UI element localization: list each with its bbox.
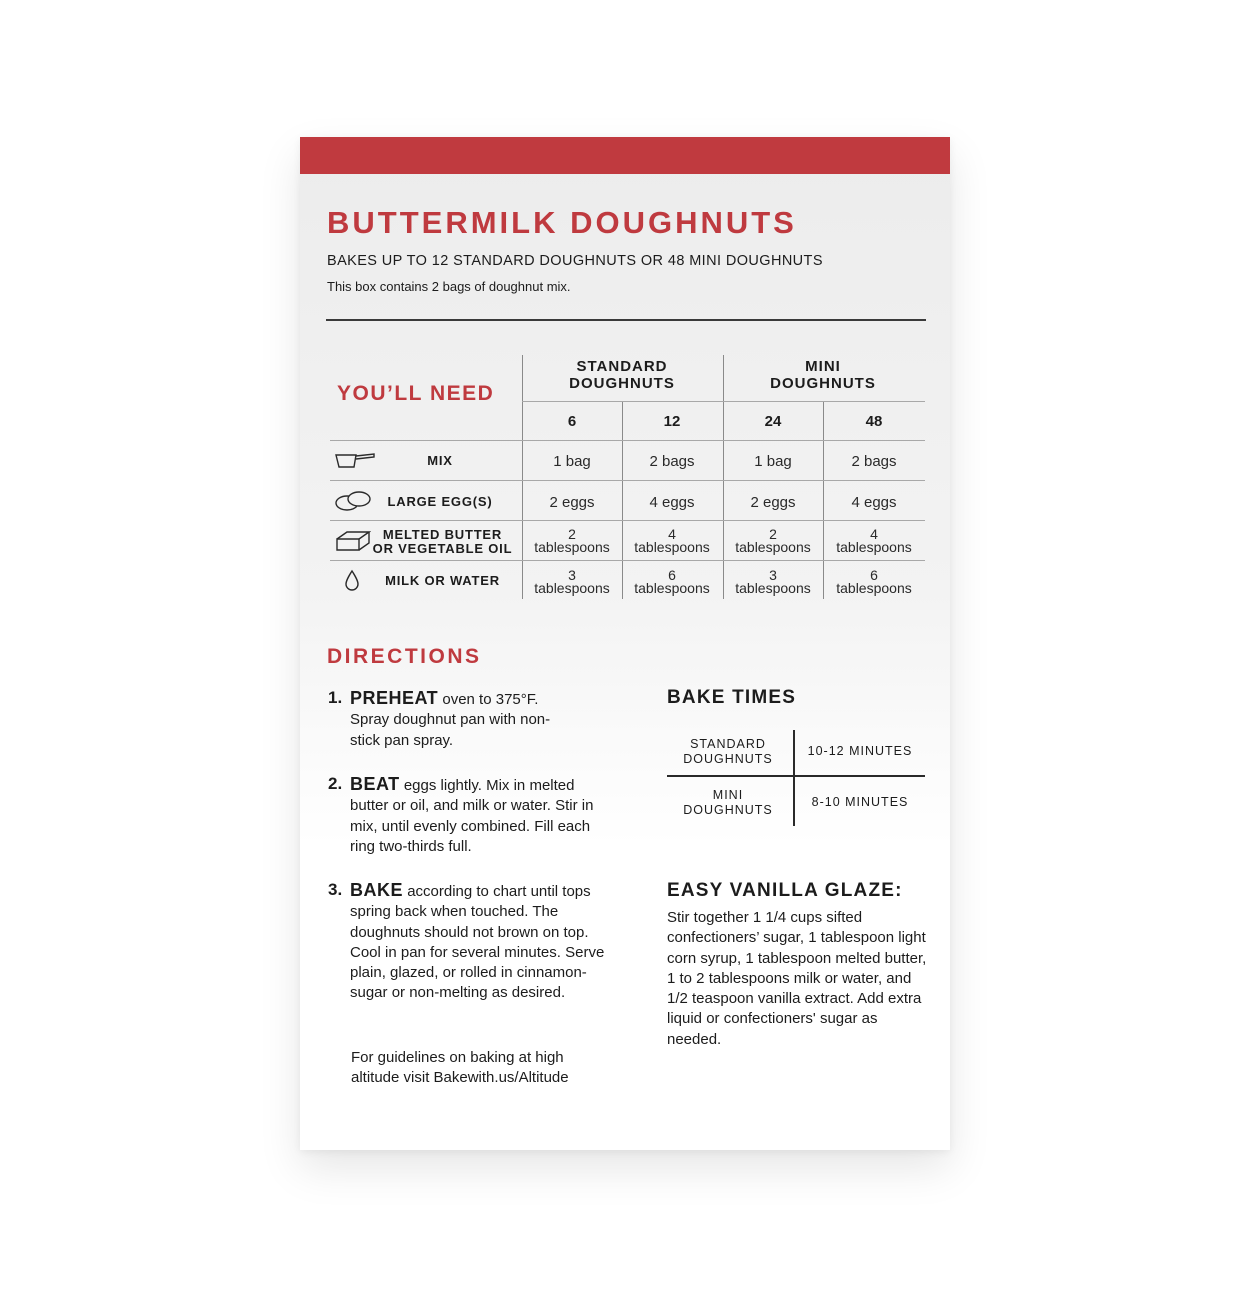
amount-unit: tablespoons xyxy=(836,539,912,555)
droplet-icon xyxy=(344,569,360,593)
ingredient-label-milk xyxy=(375,574,510,588)
ingredient-label-line: OR VEGETABLE OIL xyxy=(372,541,513,556)
step-keyword: PREHEAT xyxy=(350,688,439,708)
amount-cell: 2 bags xyxy=(851,453,897,470)
amount-unit: tablespoons xyxy=(735,539,811,555)
count-header: 24 xyxy=(764,413,782,430)
direction-step xyxy=(328,880,618,1004)
amount-unit: tablespoons xyxy=(836,580,912,596)
amount-cell: 4 eggs xyxy=(851,494,897,511)
group-header-line: DOUGHNUTS xyxy=(569,375,675,392)
amount-unit: tablespoons xyxy=(735,580,811,596)
bake-time-label-line: STANDARD xyxy=(690,737,766,751)
bake-time-label xyxy=(668,788,788,818)
table-rule xyxy=(330,440,925,441)
amount-quantity: 4 xyxy=(870,526,878,542)
amount-cell xyxy=(622,528,722,554)
ingredient-label-mix xyxy=(375,454,505,468)
amount-cell: 1 bag xyxy=(553,453,591,470)
bake-time-label xyxy=(668,737,788,767)
directions-heading: DIRECTIONS xyxy=(327,645,482,668)
high-altitude-note: For guidelines on baking at high altitude visit Bakewith.us/Altitude xyxy=(351,1049,569,1087)
ingredient-label-line: LARGE EGG(S) xyxy=(387,494,493,509)
amount-quantity: 2 xyxy=(568,526,576,542)
amount-quantity: 6 xyxy=(870,567,878,583)
vanilla-glaze-text: Stir together 1 1/4 cups sifted confectioners’ sugar, 1 tablespoon light corn syrup, 1 tablespoon melted butter, 1 to 2 tablespoons milk or water, and 1/2 teaspoon vanilla extract. Add extra liquid or confectioners' sugar as needed. xyxy=(667,909,927,1048)
table-rule xyxy=(330,560,925,561)
amount-unit: tablespoons xyxy=(534,539,610,555)
amount-cell: 1 bag xyxy=(754,453,792,470)
ingredient-label-eggs xyxy=(375,495,505,509)
amount-quantity: 4 xyxy=(668,526,676,542)
bake-times-rule xyxy=(667,775,925,777)
count-header: 48 xyxy=(865,413,883,430)
count-header: 6 xyxy=(567,413,577,430)
measuring-cup-icon xyxy=(334,451,376,471)
step-number: 3. xyxy=(328,880,343,899)
eggs-icon xyxy=(333,490,375,512)
bake-time-value: 10-12 MINUTES xyxy=(807,744,913,758)
count-header: 12 xyxy=(663,413,681,430)
table-rule xyxy=(330,520,925,521)
amount-cell: 2 bags xyxy=(649,453,695,470)
group-header-line: STANDARD xyxy=(576,358,668,375)
bake-time-value: 8-10 MINUTES xyxy=(811,795,909,809)
vanilla-glaze-heading: EASY VANILLA GLAZE: xyxy=(667,880,903,901)
step-number: 1. xyxy=(328,688,343,707)
mini-doughnuts-header xyxy=(723,358,923,392)
package-back-panel xyxy=(300,137,950,1150)
bake-time-label-line: DOUGHNUTS xyxy=(683,752,773,766)
step-number: 2. xyxy=(328,774,343,793)
top-color-band xyxy=(300,137,950,174)
bake-time-label-line: DOUGHNUTS xyxy=(683,803,773,817)
amount-cell xyxy=(522,528,622,554)
contents-note: This box contains 2 bags of doughnut mix. xyxy=(327,279,571,294)
amount-unit: tablespoons xyxy=(634,539,710,555)
step-keyword: BEAT xyxy=(350,774,400,794)
amount-quantity: 6 xyxy=(668,567,676,583)
amount-quantity: 3 xyxy=(769,567,777,583)
amount-cell: 2 eggs xyxy=(750,494,796,511)
group-header-line: MINI xyxy=(805,358,841,375)
bake-time-label-line: MINI xyxy=(712,788,744,802)
table-rule xyxy=(522,401,925,402)
amount-cell xyxy=(824,528,924,554)
youll-need-heading: YOU’LL NEED xyxy=(337,382,495,405)
amount-cell xyxy=(723,569,823,595)
amount-cell xyxy=(622,569,722,595)
header-divider xyxy=(326,319,926,321)
amount-quantity: 2 xyxy=(769,526,777,542)
amount-cell xyxy=(522,569,622,595)
ingredient-label-line: MELTED BUTTER xyxy=(382,527,503,542)
standard-doughnuts-header xyxy=(522,358,722,392)
step-text: eggs lightly. Mix in melted butter or oil, and milk or water. Stir in mix, until evenly combined. Fill each ring two-thirds full. xyxy=(350,777,594,855)
group-header-line: DOUGHNUTS xyxy=(770,375,876,392)
direction-step xyxy=(328,688,618,751)
product-title: BUTTERMILK DOUGHNUTS xyxy=(327,205,797,240)
bake-times-heading: BAKE TIMES xyxy=(667,687,797,708)
step-text: oven to 375°F. Spray doughnut pan with non-stick pan spray. xyxy=(350,691,551,749)
table-rule xyxy=(330,480,925,481)
step-keyword: BAKE xyxy=(350,880,404,900)
ingredient-label-line: MIX xyxy=(427,453,453,468)
butter-stick-icon xyxy=(335,529,371,553)
amount-unit: tablespoons xyxy=(534,580,610,596)
ingredient-label-butter xyxy=(370,528,515,556)
step-text: according to chart until tops spring back when touched. The doughnuts should not brown on top. Cool in pan for several minutes. Serve plain, glazed, or rolled in cinnamon-sugar or non-melting as desired. xyxy=(350,883,605,1002)
amount-cell xyxy=(723,528,823,554)
amount-quantity: 3 xyxy=(568,567,576,583)
direction-step xyxy=(328,774,618,857)
amount-unit: tablespoons xyxy=(634,580,710,596)
ingredient-label-line: MILK OR WATER xyxy=(385,573,500,588)
amount-cell: 2 eggs xyxy=(549,494,595,511)
amount-cell xyxy=(824,569,924,595)
amount-cell: 4 eggs xyxy=(649,494,695,511)
yield-subtitle: BAKES UP TO 12 STANDARD DOUGHNUTS OR 48 MINI DOUGHNUTS xyxy=(327,253,823,269)
